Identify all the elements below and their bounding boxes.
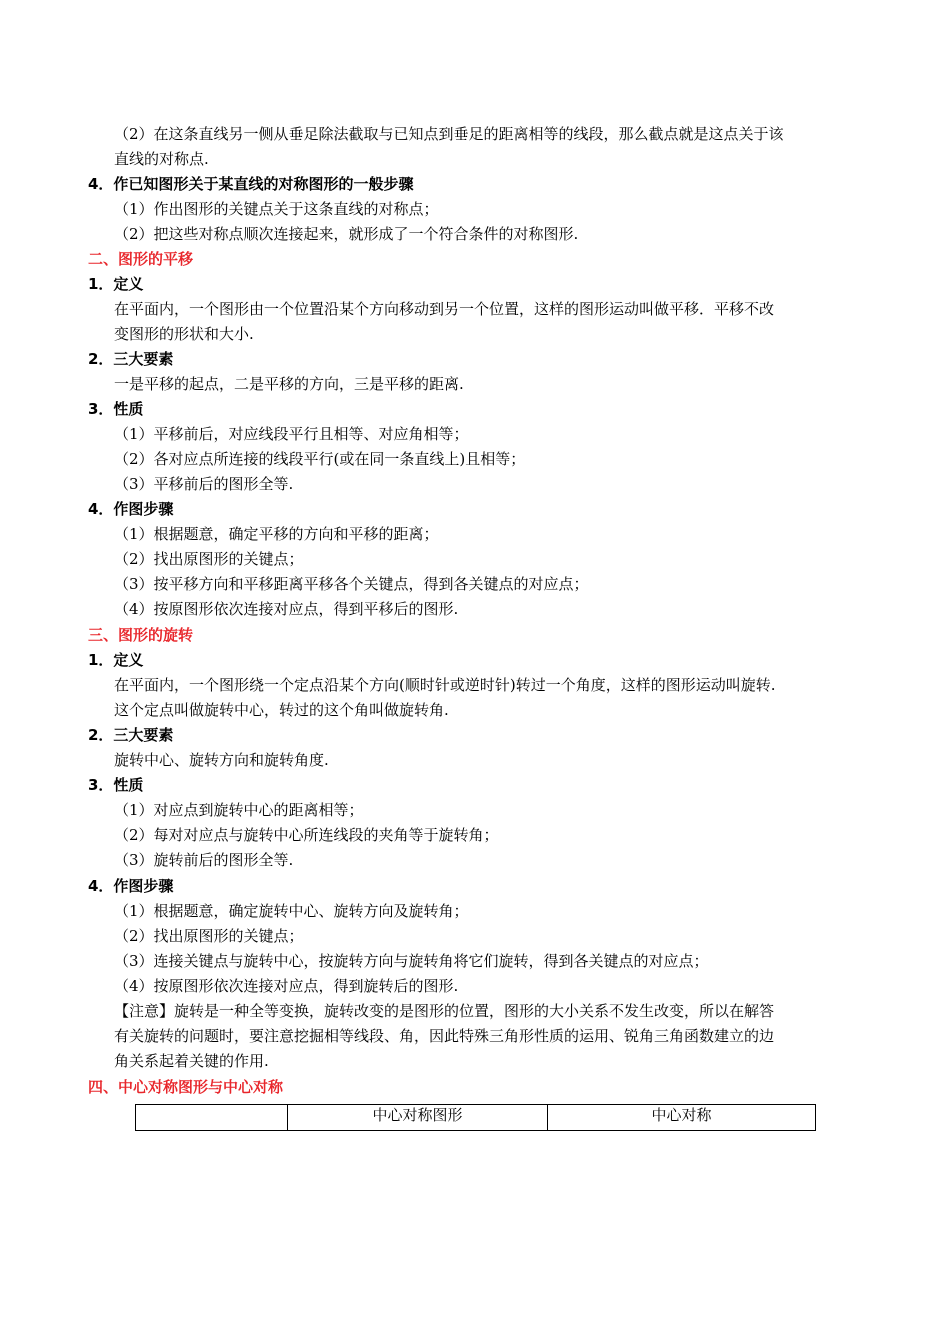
- list-item: （3）连接关键点与旋转中心，按旋转方向与旋转角将它们旋转，得到各关键点的对应点；: [114, 952, 709, 970]
- list-item: （3）按平移方向和平移距离平移各个关键点，得到各关键点的对应点；: [114, 575, 589, 593]
- list-item: （1）根据题意，确定平移的方向和平移的距离；: [114, 525, 439, 543]
- subheading: 4．作图步骤: [88, 500, 174, 518]
- list-item: （2）各对应点所连接的线段平行(或在同一条直线上)且相等；: [114, 450, 526, 468]
- list-item: （1）对应点到旋转中心的距离相等；: [114, 801, 364, 819]
- list-item: （2）找出原图形的关键点；: [114, 550, 304, 568]
- list-item: （2）把这些对称点顺次连接起来，就形成了一个符合条件的对称图形.: [114, 225, 579, 243]
- note-line: 角关系起着关键的作用.: [114, 1052, 269, 1070]
- list-item: （4）按原图形依次连接对应点，得到平移后的图形.: [114, 600, 459, 618]
- paragraph-line: 变图形的形状和大小.: [114, 325, 254, 343]
- subheading: 4．作图步骤: [88, 877, 174, 895]
- subheading: 3．性质: [88, 776, 144, 794]
- list-item: （3）旋转前后的图形全等.: [114, 851, 294, 869]
- paragraph-line: 旋转中心、旋转方向和旋转角度.: [114, 751, 329, 769]
- subheading: 3．性质: [88, 400, 144, 418]
- subheading: 1．定义: [88, 651, 144, 669]
- list-item: （1）根据题意，确定旋转中心、旋转方向及旋转角；: [114, 902, 469, 920]
- subheading: 4．作已知图形关于某直线的对称图形的一般步骤: [88, 175, 414, 193]
- note-label: 【注意】: [114, 1002, 175, 1020]
- paragraph-line: 这个定点叫做旋转中心，转过的这个角叫做旋转角.: [114, 701, 449, 719]
- paragraph-line: 在平面内，一个图形绕一个定点沿某个方向(顺时针或逆时针)转过一个角度，这样的图形运动叫旋转.: [114, 676, 776, 694]
- paragraph-line: （2）在这条直线另一侧从垂足除法截取与已知点到垂足的距离相等的线段，那么截点就是这点关于该: [114, 125, 784, 143]
- section-heading: 四、中心对称图形与中心对称: [88, 1078, 284, 1096]
- table-row: [136, 1105, 816, 1131]
- list-item: （3）平移前后的图形全等.: [114, 475, 294, 493]
- list-item: （2）找出原图形的关键点；: [114, 927, 304, 945]
- list-item: （2）每对对应点与旋转中心所连线段的夹角等于旋转角；: [114, 826, 499, 844]
- comparison-table: [135, 1104, 816, 1131]
- paragraph-line: 直线的对称点.: [114, 150, 209, 168]
- paragraph-line: 一是平移的起点，二是平移的方向，三是平移的距离.: [114, 375, 464, 393]
- list-item: （1）平移前后，对应线段平行且相等、对应角相等；: [114, 425, 469, 443]
- table-header-cell: 中心对称: [548, 1105, 816, 1131]
- list-item: （1）作出图形的关键点关于这条直线的对称点；: [114, 200, 439, 218]
- table-header-cell: 中心对称图形: [288, 1105, 548, 1131]
- subheading: 1．定义: [88, 275, 144, 293]
- table-header-cell: [136, 1105, 288, 1131]
- subheading: 2．三大要素: [88, 350, 174, 368]
- note-text: 旋转是一种全等变换，旋转改变的是图形的位置，图形的大小关系不发生改变，所以在解答: [174, 1002, 775, 1020]
- section-heading: 三、图形的旋转: [88, 626, 194, 644]
- list-item: （4）按原图形依次连接对应点，得到旋转后的图形.: [114, 977, 459, 995]
- paragraph-line: 在平面内，一个图形由一个位置沿某个方向移动到另一个位置，这样的图形运动叫做平移．平移不改: [114, 300, 775, 318]
- subheading: 2．三大要素: [88, 726, 174, 744]
- section-heading: 二、图形的平移: [88, 250, 194, 268]
- note-line: [114, 1001, 774, 1021]
- note-line: 有关旋转的问题时，要注意挖掘相等线段、角，因此特殊三角形性质的运用、锐角三角函数建立的边: [114, 1027, 775, 1045]
